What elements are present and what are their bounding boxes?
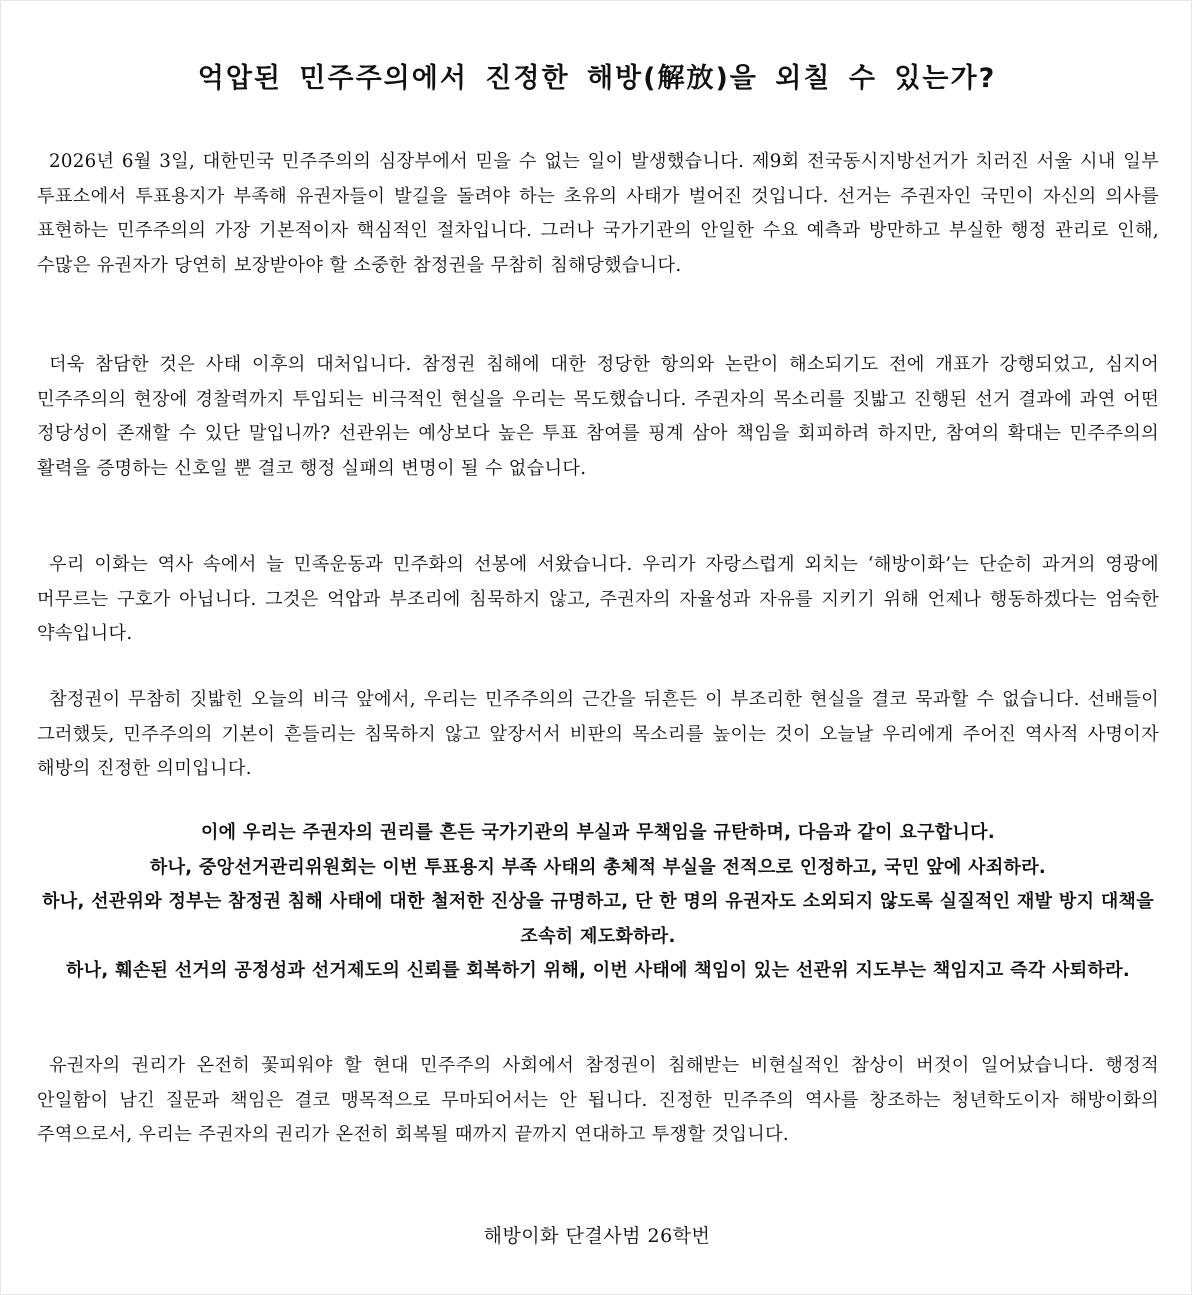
body-paragraph-3: 우리 이화는 역사 속에서 늘 민족운동과 민주화의 선봉에 서왔습니다. 우리가 자랑스럽게 외치는 ‘해방이화’는 단순히 과거의 영광에 머무르는 구호가 아닙니다. 그것은 억압과 부조리에 침묵하지 않고, 주권자의 자율성과 자유를 지키기 위해 언제나 행동하겠다는 엄숙한 약속입니다. — [37, 554, 1159, 644]
demands-intro: 이에 우리는 주권자의 권리를 흔든 국가기관의 부실과 무책임을 규탄하며, 다음과 같이 요구합니다. — [200, 822, 996, 843]
closing-paragraph: 유권자의 권리가 온전히 꽃피워야 할 현대 민주주의 사회에서 참정권이 침해받는 비현실적인 참상이 버젓이 일어났습니다. 행정적 안일함이 남긴 질문과 책임은 결코 맹목적으로 무마되어서는 안 됩니다. 진정한 민주주의 역사를 창조하는 청년학도이자 해방이화의 주역으로서, 우리는 주권자의 권리가 온전히 회복될 때까지 끝까지 연대하고 투쟁할 것입니다. — [37, 1055, 1159, 1145]
body-paragraph-1: 2026년 6월 3일, 대한민국 민주주의의 심장부에서 믿을 수 없는 일이 발생했습니다. 제9회 전국동시지방선거가 치러진 서울 시내 일부 투표소에서 투표용지가 부족해 유권자들이 발길을 돌려야 하는 초유의 사태가 벌어진 것입니다. 선거는 주권자인 국민이 자신의 의사를 표현하는 민주주의의 가장 기본적이자 핵심적인 절차입니다. 그러나 국가기관의 안일한 수요 예측과 방만하고 부실한 행정 관리로 인해, 수많은 유권자가 당연히 보장받아야 할 소중한 참정권을 무참히 침해당했습니다. — [37, 151, 1159, 276]
statement-title: 억압된 민주주의에서 진정한 해방(解放)을 외칠 수 있는가? — [197, 63, 997, 94]
demand-item-1: 하나, 중앙선거관리위원회는 이번 투표용지 부족 사태의 총체적 부실을 전적으로 인정하고, 국민 앞에 사죄하라. — [149, 856, 1047, 878]
body-paragraph-4: 참정권이 무참히 짓밟힌 오늘의 비극 앞에서, 우리는 민주주의의 근간을 뒤흔든 이 부조리한 현실을 결코 묵과할 수 없습니다. 선배들이 그러했듯, 민주주의의 기본이 흔들리는 침묵하지 않고 앞장서서 비판의 목소리를 높이는 것이 오늘날 우리에게 주어진 역사적 사명이자 해방의 진정한 의미입니다. — [37, 689, 1159, 779]
signature: 해방이화 단결사범 26학번 — [483, 1225, 711, 1247]
demand-item-3: 하나, 훼손된 선거의 공정성과 선거제도의 신뢰를 회복하기 위해, 이번 사태에 책임이 있는 선관위 지도부는 책임지고 즉각 사퇴하라. — [66, 960, 1130, 981]
demands-section — [37, 816, 1159, 989]
body-paragraph-2: 더욱 참담한 것은 사태 이후의 대처입니다. 참정권 침해에 대한 정당한 항의와 논란이 해소되기도 전에 개표가 강행되었고, 심지어 민주주의의 현장에 경찰력까지 투입되는 비극적인 현실을 우리는 목도했습니다. 주권자의 목소리를 짓밟고 진행된 선거 결과에 과연 어떤 정당성이 존재할 수 있단 말입니까? 선관위는 예상보다 높은 투표 참여를 핑계 삼아 책임을 회피하려 하지만, 참여의 확대는 민주주의의 활력을 증명하는 신호일 뿐 결코 행정 실패의 변명이 될 수 없습니다. — [37, 354, 1159, 479]
demand-item-2: 하나, 선관위와 정부는 참정권 침해 사태에 대한 철저한 진상을 규명하고, 단 한 명의 유권자도 소외되지 않도록 실질적인 재발 방지 대책을 조속히 제도화하라. — [42, 891, 1154, 947]
